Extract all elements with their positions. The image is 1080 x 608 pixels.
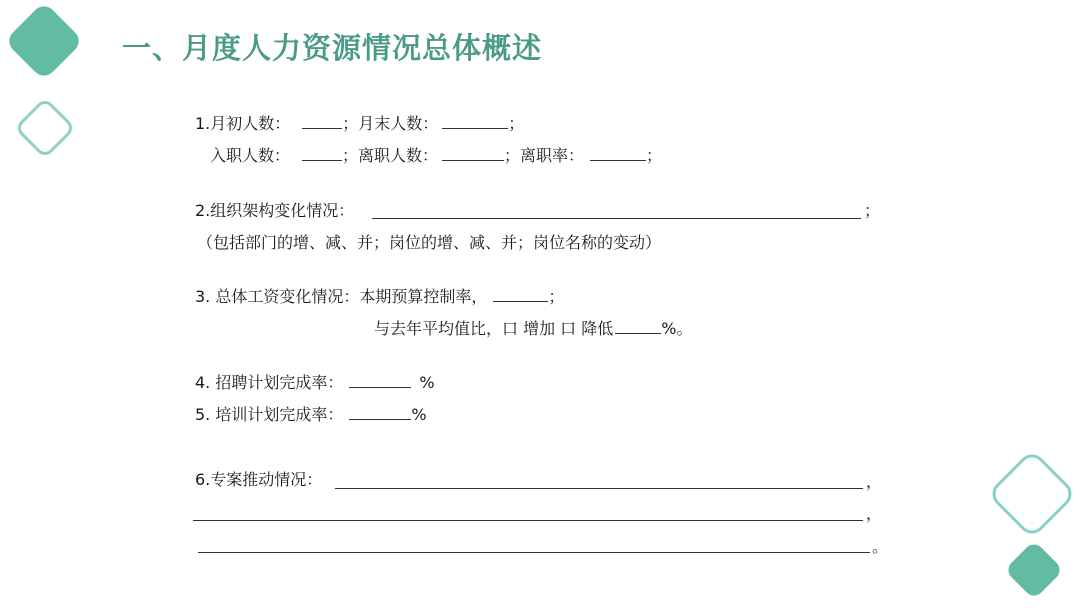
org-change-note: （包括部门的增、减、并；岗位的增、减、并；岗位名称的变动） — [197, 233, 662, 252]
project-progress-end-2: ， — [866, 504, 883, 523]
project-progress-blank-1[interactable] — [335, 488, 863, 489]
recruit-rate-unit: % — [419, 373, 435, 392]
item1-line1-end: ； — [508, 114, 525, 133]
item1-line2 — [210, 146, 662, 166]
start-headcount-label: 1.月初人数： — [195, 114, 291, 133]
item1-line2-end: ； — [646, 146, 663, 165]
project-progress-label: 6.专案推动情况： — [195, 470, 323, 489]
recruit-rate-blank[interactable] — [349, 373, 411, 388]
decorative-diamond-filled-top — [4, 1, 83, 80]
project-progress-end-3: 。 — [872, 537, 889, 556]
training-rate-label: 5. 培训计划完成率： — [195, 405, 344, 424]
yoy-compare-label: 与去年平均值比，口 增加 口 降低 — [374, 319, 614, 338]
decorative-diamond-filled-bottom — [1004, 540, 1063, 599]
item4-line — [195, 373, 435, 393]
page-title: 一、月度人力资源情况总体概述 — [122, 31, 543, 65]
item6-line — [195, 470, 322, 490]
item3-line2 — [374, 319, 692, 339]
training-rate-unit: % — [411, 405, 427, 424]
org-change-label: 2.组织架构变化情况： — [195, 201, 355, 220]
hires-label: 入职人数： — [210, 146, 291, 165]
departures-label: ；离职人数： — [342, 146, 439, 165]
item3-line1-end: ； — [548, 287, 565, 306]
project-progress-end-1: ， — [866, 472, 883, 491]
departures-blank[interactable] — [442, 146, 504, 161]
training-rate-blank[interactable] — [349, 405, 411, 420]
item2-line — [195, 201, 354, 221]
yoy-percent-blank[interactable] — [615, 319, 661, 334]
decorative-diamond-outline-bottom — [987, 449, 1078, 540]
item1-line1 — [195, 114, 524, 134]
org-change-end: ； — [864, 201, 881, 220]
item5-line — [195, 405, 427, 425]
yoy-percent-unit: %。 — [661, 319, 693, 338]
org-change-blank[interactable] — [372, 218, 861, 219]
item3-line1 — [195, 287, 564, 307]
end-headcount-label: ；月末人数： — [342, 114, 439, 133]
decorative-diamond-outline-top — [14, 97, 76, 159]
turnover-rate-blank[interactable] — [590, 146, 646, 161]
project-progress-blank-3[interactable] — [198, 552, 870, 553]
salary-change-label: 3. 总体工资变化情况：本期预算控制率， — [195, 287, 488, 306]
hires-blank[interactable] — [302, 146, 342, 161]
turnover-rate-label: ；离职率： — [504, 146, 585, 165]
budget-control-rate-blank[interactable] — [493, 287, 548, 302]
project-progress-blank-2[interactable] — [193, 520, 863, 521]
start-headcount-blank[interactable] — [302, 114, 342, 129]
recruit-rate-label: 4. 招聘计划完成率： — [195, 373, 344, 392]
end-headcount-blank[interactable] — [442, 114, 508, 129]
